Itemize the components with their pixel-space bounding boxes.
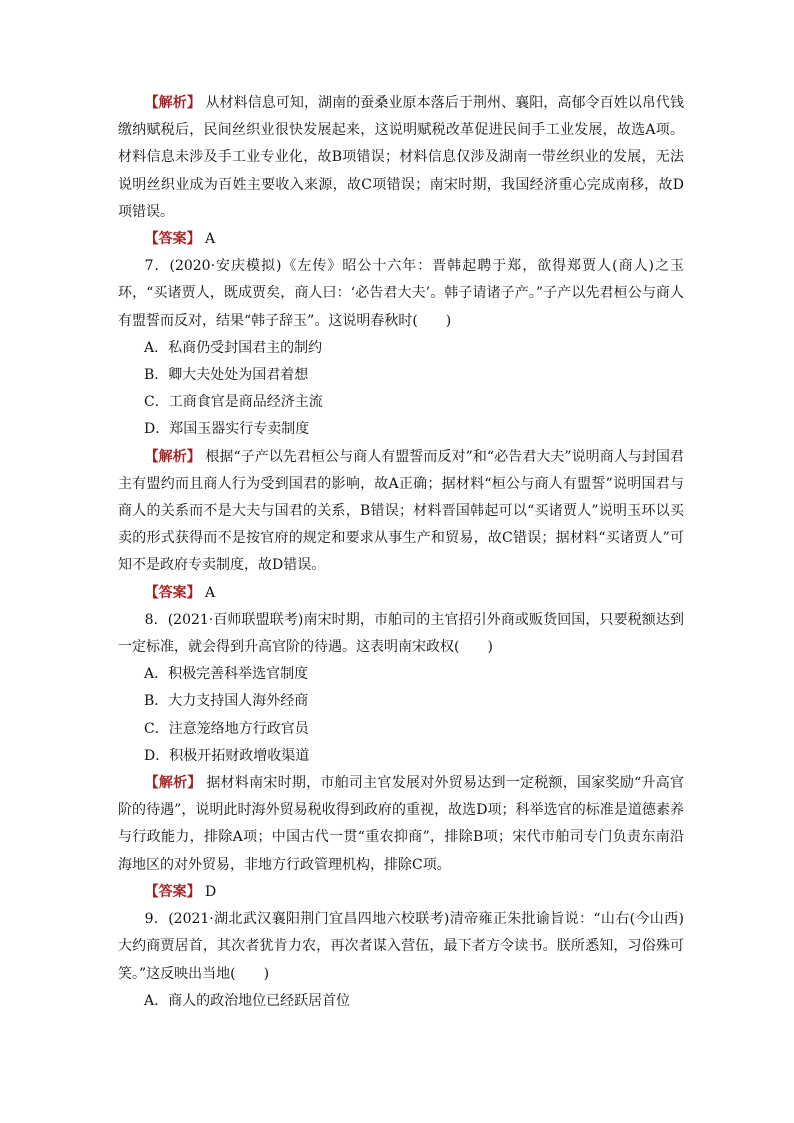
q6-analysis xyxy=(118,90,684,226)
q7-option-c: C．工商食官是商品经济主流 xyxy=(144,394,323,411)
q9-option-a: A．商人的政治地位已经跃居首位 xyxy=(144,992,351,1009)
q8-answer xyxy=(118,879,684,906)
answer-label: 【答案】 xyxy=(144,584,201,601)
q7-option-d: D．郑国玉器实行专卖制度 xyxy=(144,421,310,438)
q8-option-c: C．注意笼络地方行政官员 xyxy=(144,720,309,737)
q7-option-b: B．卿大夫处处为国君着想 xyxy=(144,367,309,384)
answer-label: 【答案】 xyxy=(144,231,201,248)
q8-option-b: B．大力支持国人海外经商 xyxy=(144,693,309,710)
analysis-label: 【解析】 xyxy=(144,448,201,465)
q7-answer-value: A xyxy=(205,584,216,601)
q9-stem: 9．(2021·湖北武汉襄阳荆门宜昌四地六校联考)清帝雍正朱批谕旨说：“山右(今山西)大约商贾居首，其次者犹肯力农，再次者谋入营伍，最下者方令读书。朕所悉知，习俗殊可笑。”这反映出当地( ) xyxy=(118,911,684,982)
analysis-label: 【解析】 xyxy=(144,775,202,792)
analysis-label: 【解析】 xyxy=(144,95,201,111)
answer-label: 【答案】 xyxy=(144,883,201,900)
q7-analysis-text: 根据“子产以先君桓公与商人有盟誓而反对”和“必告君大夫”说明商人与封国君主有盟约而且商人行为受到国君的影响，故A正确；据材料“桓公与商人有盟誓”说明国君与商人的关系而不是大夫与国君的关系，B错误；材料晋国韩起可以“买诸贾人”说明玉环以买卖的形式获得而不是按官府的规定和要求从事生产和贸易，故C错误；据材料“买诸贾人”可知不是政府专卖制度，故D错误。 xyxy=(118,448,684,574)
q7-stem: 7．(2020·安庆模拟)《左传》昭公十六年：晋韩起聘于郑，欲得郑贾人(商人)之玉环，“买诸贾人，既成贾矣，商人曰：‘必告君大夫’。韩子请诸子产。”子产以先君桓公与商人有盟誓而反对，结果“韩子辞玉”。这说明春秋时( ) xyxy=(118,258,684,329)
q8-option-d: D．积极开拓财政增收渠道 xyxy=(144,747,310,764)
q6-answer xyxy=(118,226,684,253)
q6-answer-value: A xyxy=(205,231,216,248)
q6-analysis-text: 从材料信息可知，湖南的蚕桑业原本落后于荆州、襄阳，高郁令百姓以帛代钱缴纳赋税后，民间丝织业很快发展起来，这说明赋税改革促进民间手工业发展，故选A项。材料信息未涉及手工业专业化，故B项错误；材料信息仅涉及湖南一带丝织业的发展，无法说明丝织业成为百姓主要收入来源，故C项错误；南宋时期，我国经济重心完成南移，故D项错误。 xyxy=(118,95,684,220)
q7-analysis xyxy=(118,444,684,580)
q8-stem: 8．(2021·百师联盟联考)南宋时期，市舶司的主官招引外商或贩货回国，只要税额达到一定标准，就会得到升高官阶的待遇。这表明南宋政权( ) xyxy=(118,611,684,656)
q7-answer xyxy=(118,580,684,607)
q8-option-a: A．积极完善科举选官制度 xyxy=(144,666,309,683)
q7-option-a: A．私商仍受封国君主的制约 xyxy=(144,339,323,356)
q8-analysis-text: 据材料南宋时期，市舶司主官发展对外贸易达到一定税额，国家奖励“升高官阶的待遇”，说明此时海外贸易税收得到政府的重视，故选D项；科举选官的标准是道德素养与行政能力，排除A项；中国古代一贯“重农抑商”，排除B项；宋代市舶司专门负责东南沿海地区的对外贸易，非地方行政管理机构，排除C项。 xyxy=(118,775,685,873)
q8-analysis xyxy=(118,770,684,879)
q8-answer-value: D xyxy=(205,883,217,900)
document-body xyxy=(118,90,684,1015)
